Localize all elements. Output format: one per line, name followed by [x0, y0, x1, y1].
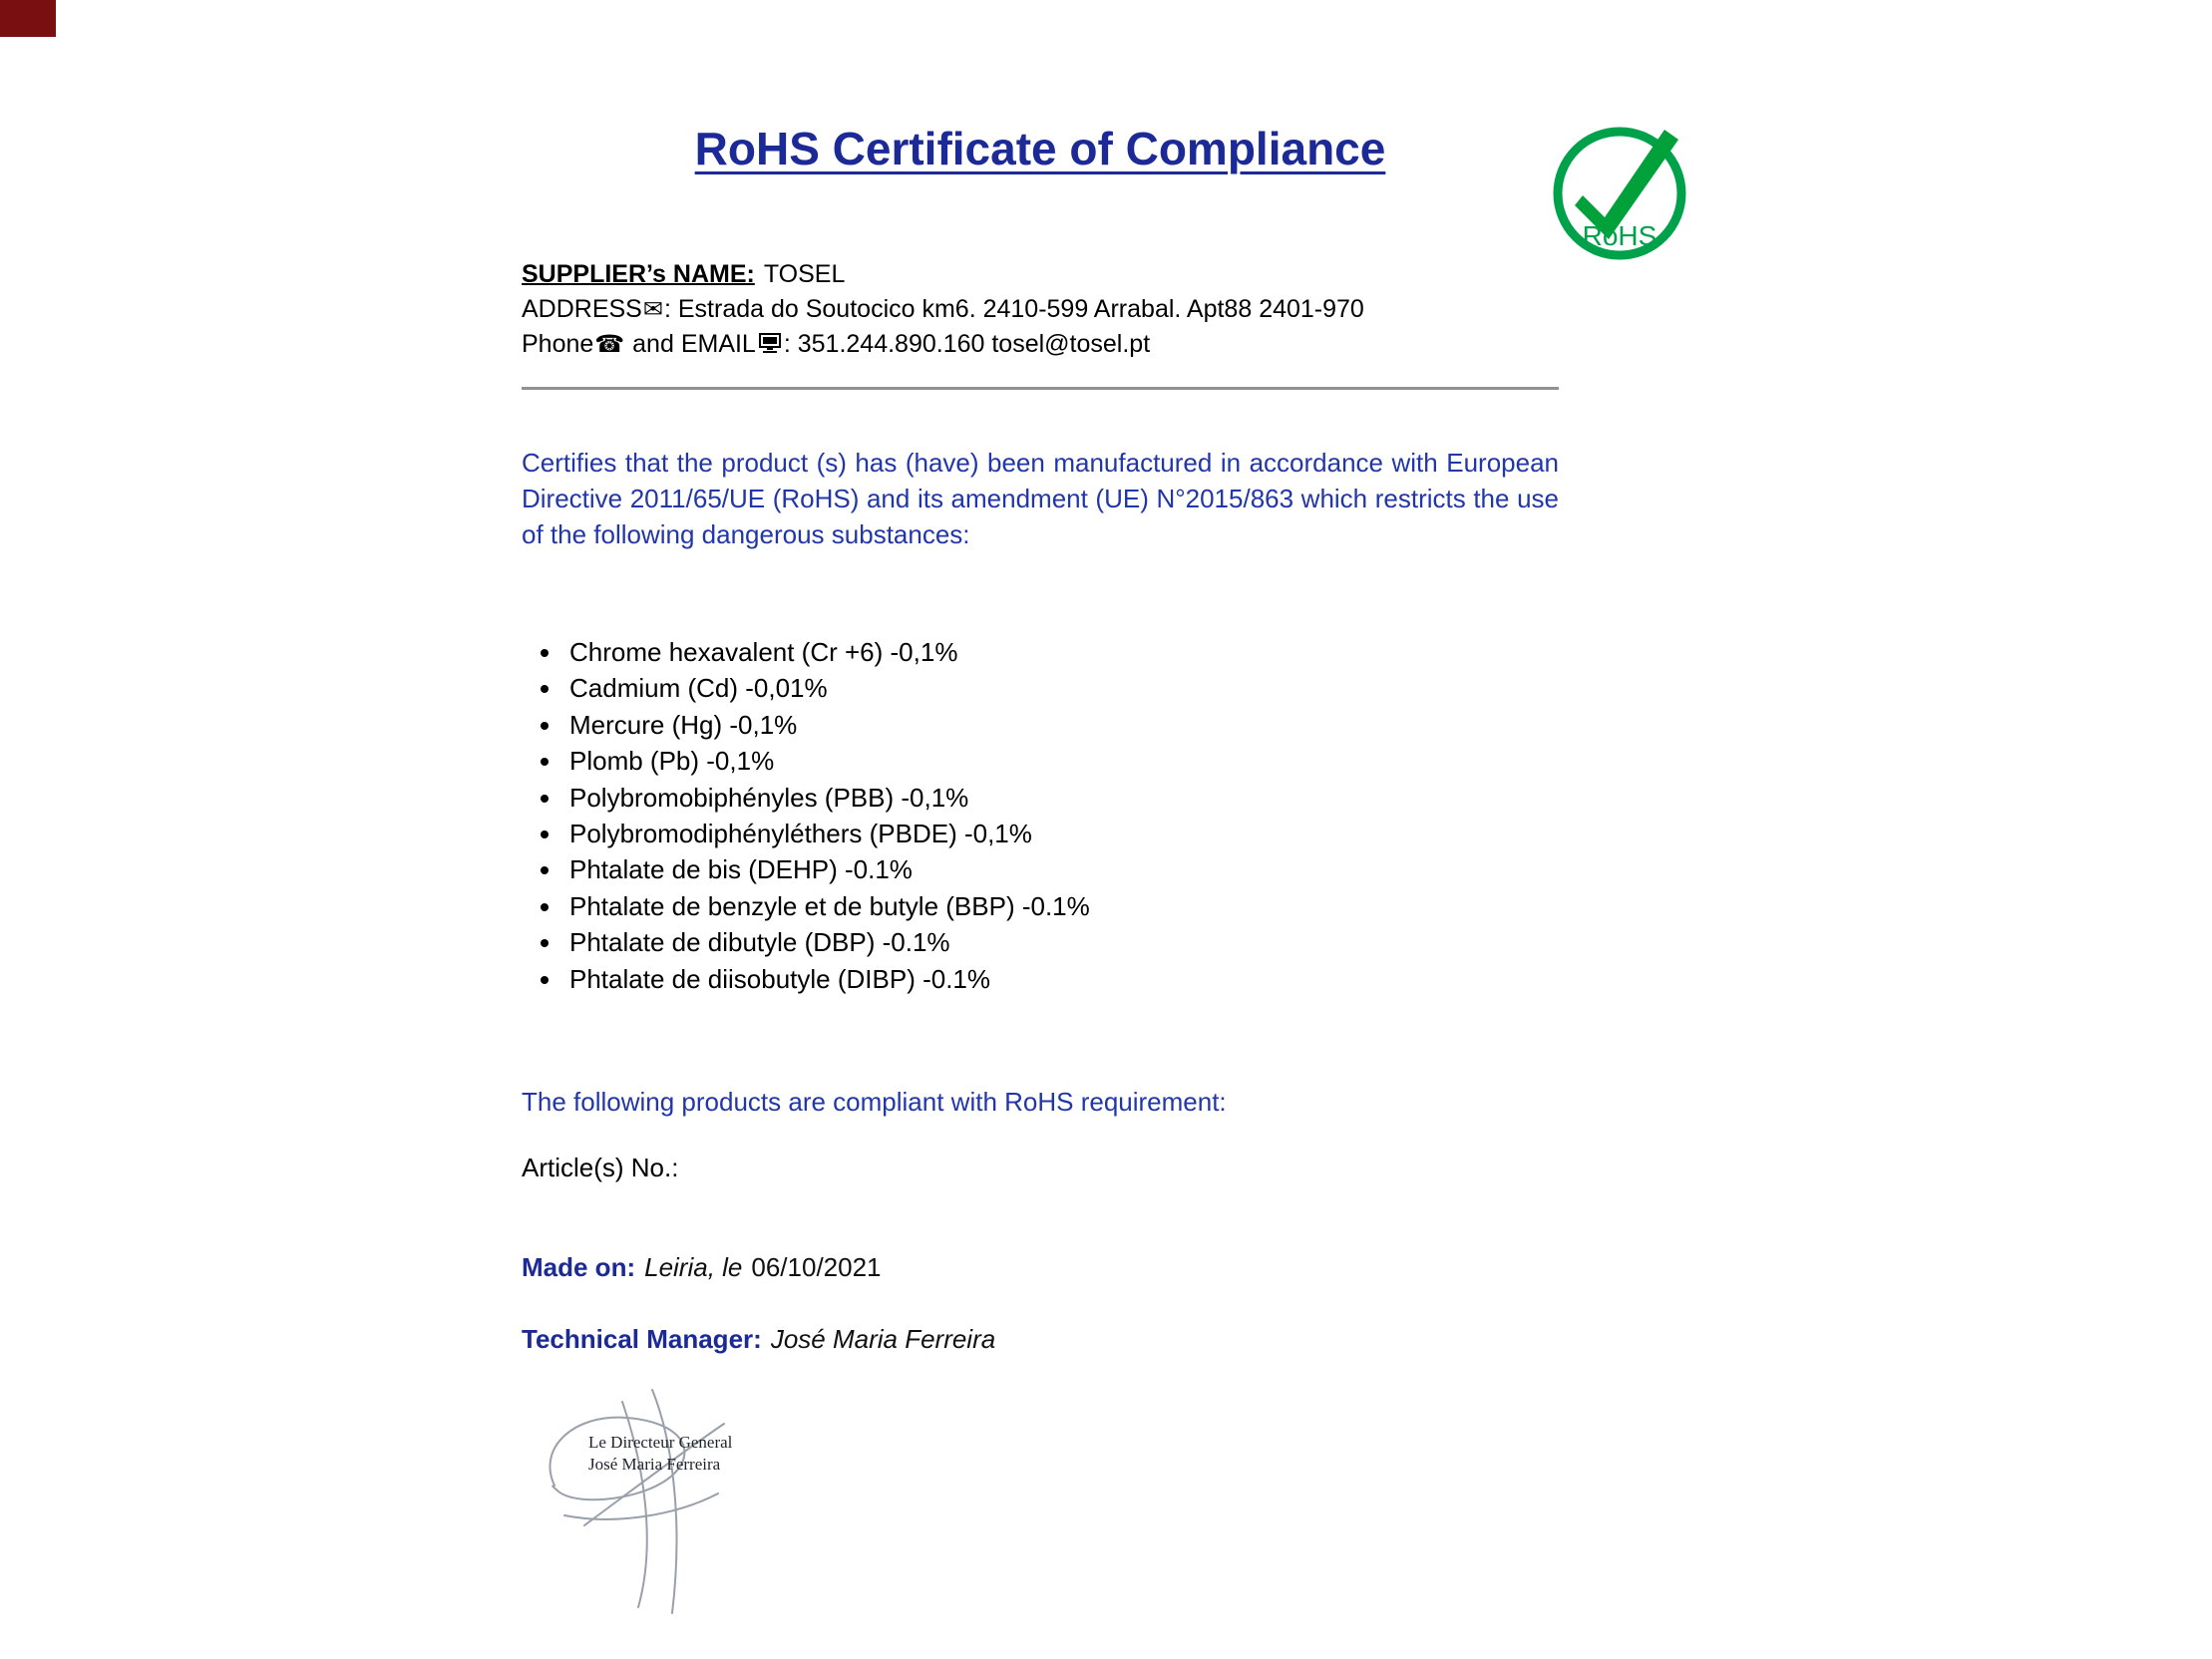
- signature-name: José Maria Ferreira: [588, 1455, 721, 1474]
- list-item: • Polybromodiphényléthers (PBDE) -0,1%: [563, 816, 1581, 851]
- rohs-checkmark-icon: [1549, 112, 1698, 269]
- list-item: • Polybromobiphényles (PBB) -0,1%: [563, 780, 1581, 816]
- phone-label: Phone: [522, 330, 594, 358]
- made-on-label: Made on:: [522, 1252, 636, 1282]
- list-item: • Phtalate de diisobutyle (DIBP) -0.1%: [563, 961, 1581, 997]
- list-item: • Plomb (Pb) -0,1%: [563, 743, 1581, 779]
- list-item: • Chrome hexavalent (Cr +6) -0,1%: [563, 634, 1581, 670]
- envelope-icon: ✉: [642, 296, 663, 323]
- list-item: • Phtalate de dibutyle (DBP) -0.1%: [563, 924, 1581, 960]
- technical-manager-name: José Maria Ferreira: [770, 1324, 996, 1354]
- list-item: • Mercure (Hg) -0,1%: [563, 707, 1581, 743]
- supplier-name-line: [522, 257, 1559, 292]
- made-on-date: 06/10/2021: [751, 1252, 882, 1282]
- article-number-label: Article(s) No.:: [522, 1153, 679, 1182]
- supplier-info-block: [522, 257, 1559, 362]
- list-item: • Cadmium (Cd) -0,01%: [563, 670, 1581, 706]
- horizontal-divider: [522, 387, 1559, 390]
- address-value: : Estrada do Soutocico km6. 2410-599 Arrabal. Apt88 2401-970: [663, 295, 1364, 323]
- supplier-address-line: [522, 292, 1559, 327]
- compliance-statement: The following products are compliant with RoHS requirement:: [522, 1087, 1227, 1117]
- signature-title: Le Directeur General: [588, 1433, 733, 1452]
- scan-corner-artifact: [0, 0, 56, 37]
- signature-scribble: [527, 1374, 866, 1633]
- rohs-logo-label: RoHS: [1582, 220, 1658, 251]
- list-item: • Phtalate de benzyle et de butyle (BBP) -0.1%: [563, 888, 1581, 924]
- computer-icon: [758, 332, 782, 354]
- phone-icon: ☎: [594, 331, 625, 358]
- made-on-place: Leiria, le: [644, 1252, 743, 1282]
- signature-block: [527, 1374, 866, 1633]
- supplier-phone-line: [522, 327, 1559, 362]
- technical-manager-label: Technical Manager:: [522, 1324, 762, 1354]
- substance-list: [544, 634, 1581, 997]
- certification-paragraph: Certifies that the product (s) has (have) been manufactured in accordance with European Directive 2011/65/UE (RoHS) and its amendment (UE) N°2015/863 which restricts the use of the following dangerous substances:: [522, 448, 1559, 549]
- supplier-name-label: SUPPLIER’s NAME:: [522, 260, 755, 288]
- rohs-logo: [1549, 112, 1698, 269]
- technical-manager-line: [522, 1324, 1559, 1355]
- made-on-line: [522, 1252, 1559, 1283]
- signature-text: [588, 1432, 732, 1476]
- supplier-name-value: TOSEL: [763, 260, 846, 288]
- email-label: and EMAIL: [632, 330, 756, 358]
- page-title: RoHS Certificate of Compliance: [694, 123, 1386, 174]
- phone-email-value: : 351.244.890.160 tosel@tosel.pt: [783, 330, 1151, 358]
- address-label: ADDRESS: [522, 295, 642, 323]
- list-item: • Phtalate de bis (DEHP) -0.1%: [563, 851, 1581, 887]
